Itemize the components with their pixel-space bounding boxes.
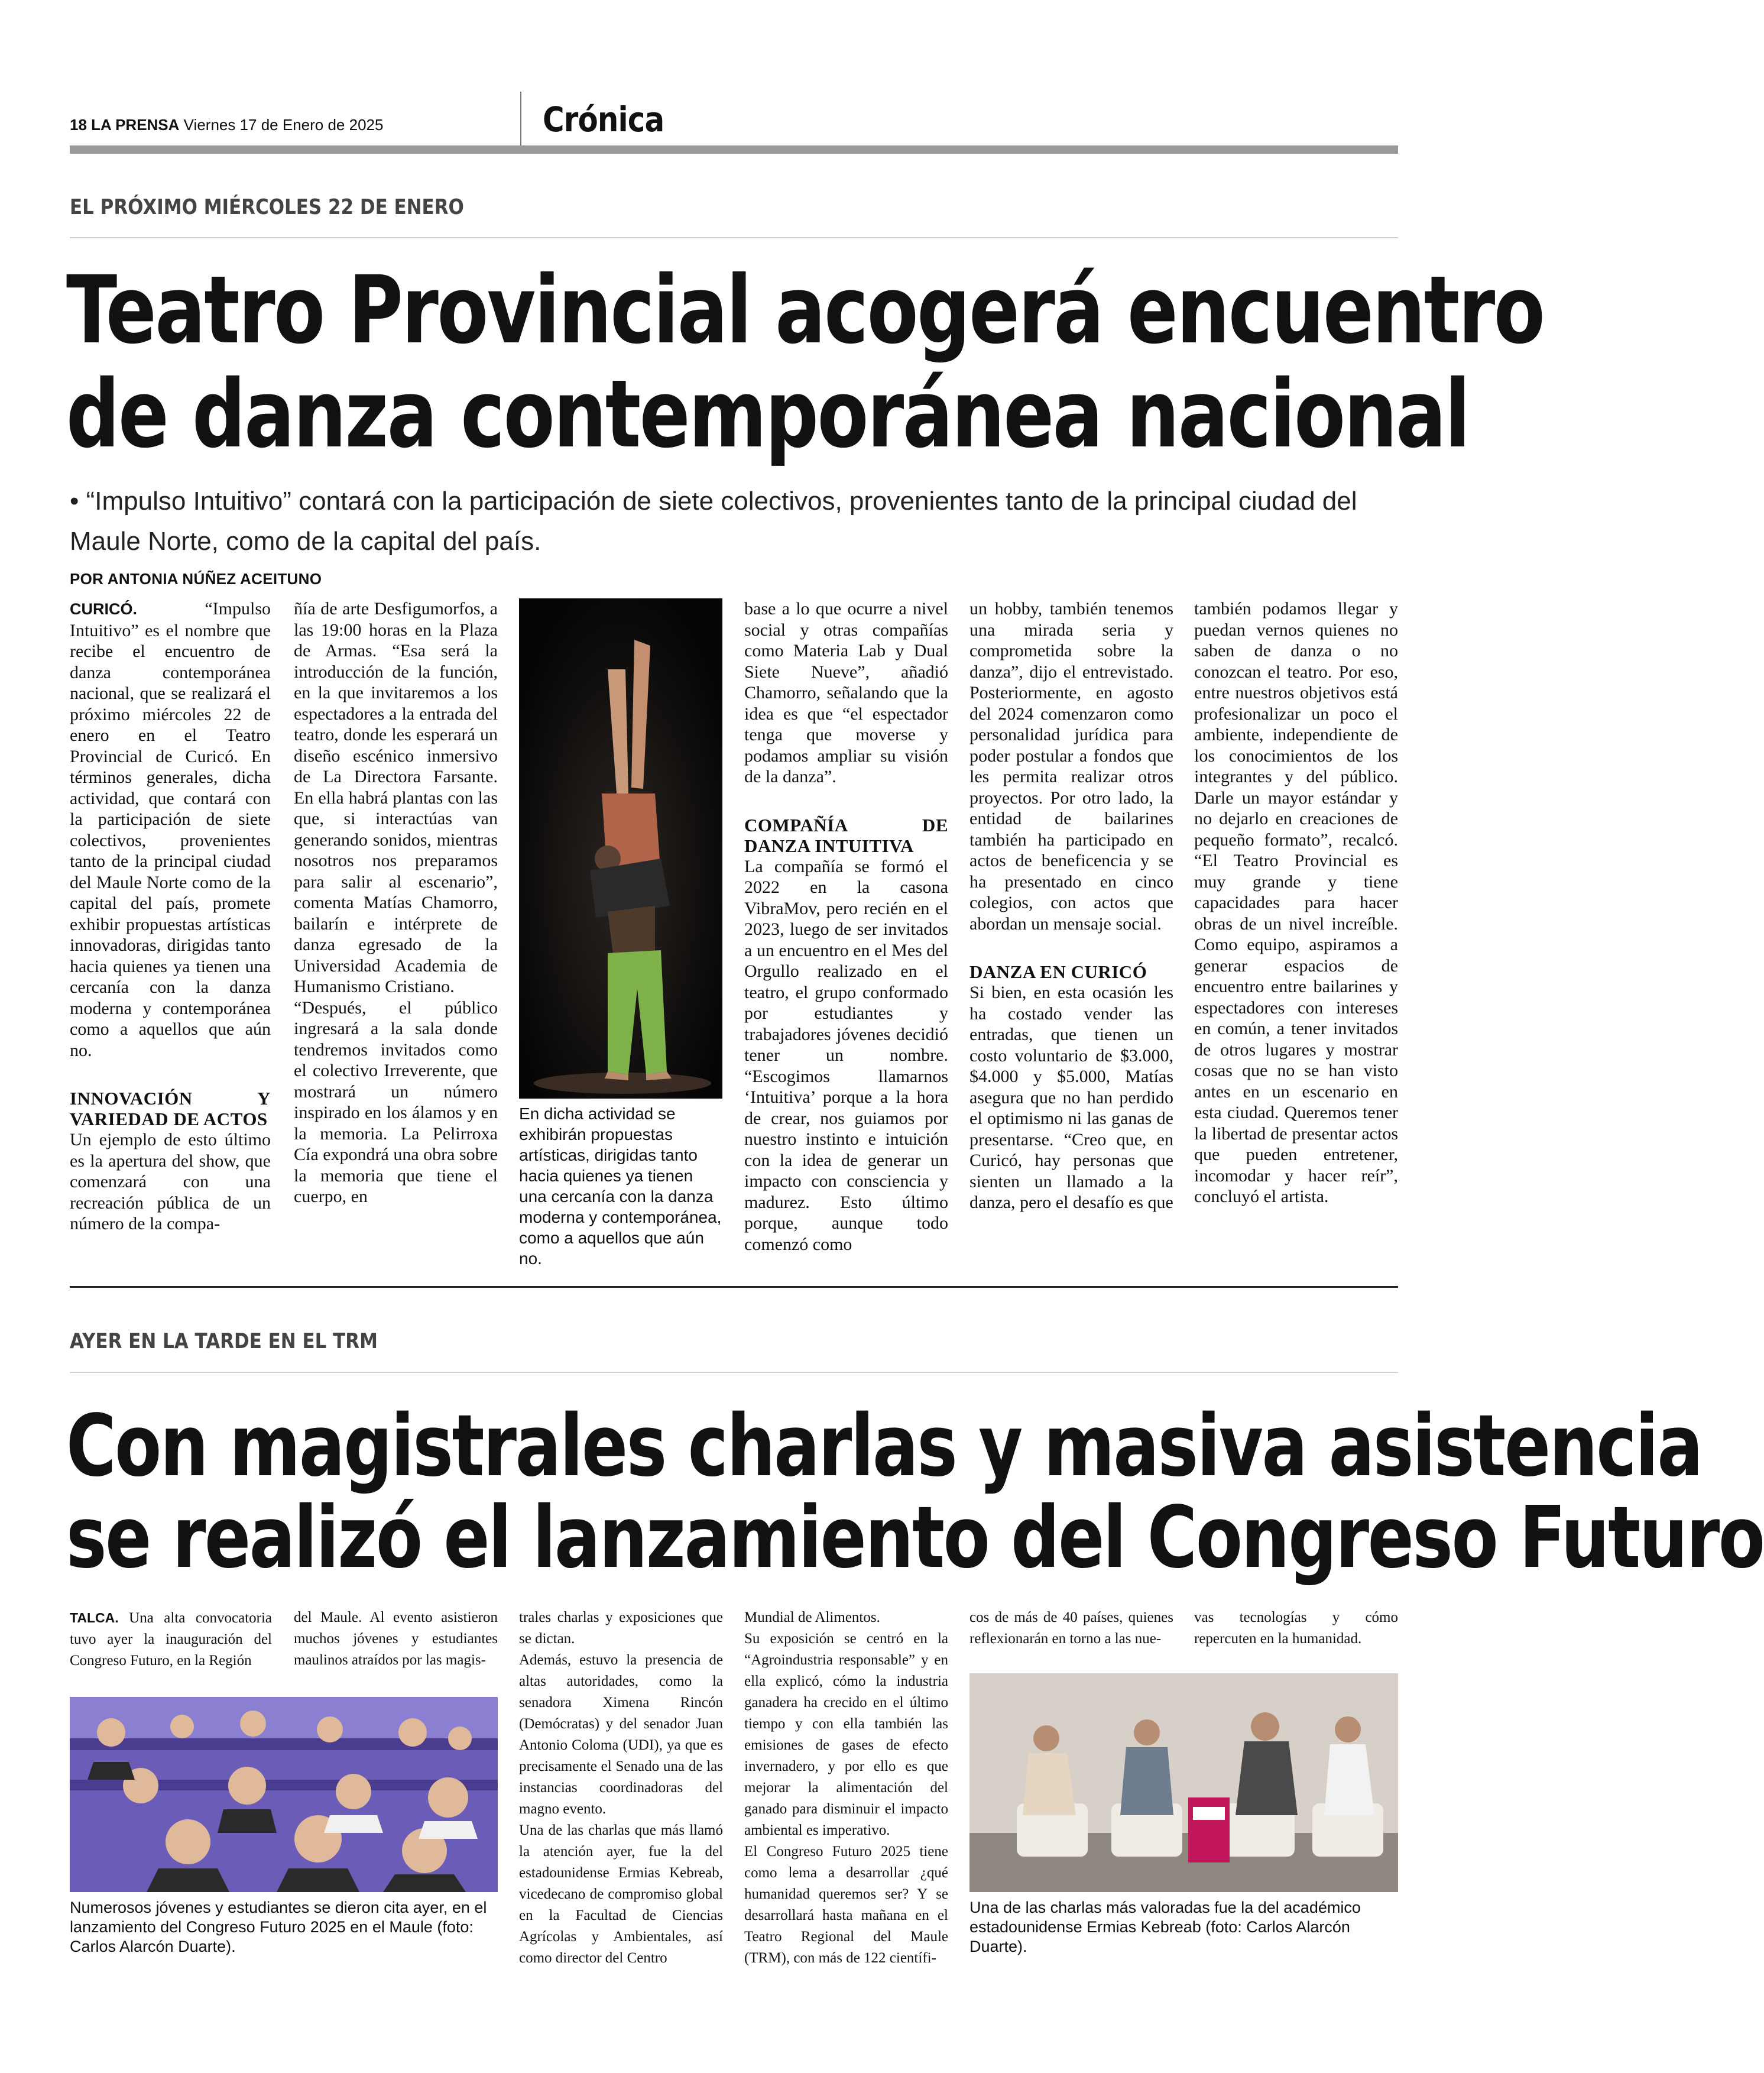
kicker2-rule: [70, 1372, 1398, 1373]
article2-col4-p3: El Congreso Futuro 2025 tiene como lema a desarrollar ¿qué humanidad queremos ser? Y se desarrollará hasta mañana en el Teatro Regional del Maule (TRM), con más de 122 científi-: [744, 1844, 948, 1966]
article1-column-1: [70, 598, 271, 1235]
audience-photo-illustration: [70, 1697, 498, 1892]
paper-name: LA PRENSA: [91, 116, 180, 134]
article2-col4-p2: Su exposición se centró en la “Agroindustria responsable” y en ella explicó, cómo la industria ganadera ha crecido en el último tiempo y con ella también las emisiones de gases de efecto invernadero, y por ello es que mejorar la alimentación del ganado para disminuir el impacto ambiental es imperativo.: [744, 1631, 948, 1838]
article2-column-5: [969, 1607, 1173, 1650]
article1-subhead-3: DANZA EN CURICÓ: [969, 961, 1147, 982]
panel-photo-illustration: [969, 1673, 1398, 1892]
article1-col4-p2: La compañía se formó el 2022 en la casona VibraMov, pero recién en el 2023, luego de ser invitados a un encuentro en el Mes del Orgullo realizado en el teatro, el grupo conformado por estudiantes y trabajadores jóvenes decidió tener un nombre. “Escogimos llamarnos ‘Intuitiva’ porque a la hora de crear, nos guiamos por nuestro instinto e intuición con la idea de generar un impacto con consciencia y madurez. Esto último porque, aunque todo comenzó como: [744, 856, 948, 1254]
article2-headline-line1: Con magistrales charlas y masiva asistencia: [66, 1396, 1702, 1495]
article1-col6-p1: también podamos llegar y puedan vernos quienes no saben de danza o no conozcan el teatro. Por eso, entre nuestros objetivos está profesionalizar un poco el ambiente, independiente de los conocimientos de los integrantes y del público. Darle un mayor estándar y no dejarlo en creaciones de pequeño formato”, recalcó. “El Teatro Provincial es muy grande y tiene capacidades para hacer obras de un nivel increíble. Como equipo, aspiramos a generar espacios de encuentro entre bailarines y espectadores con intereses en común, a tener invitados de otros lugares y mostrar cosas que no se han visto antes en un escenario en esta ciudad. Queremos tener la libertad de presentar actos que pueden entretener, incomodar y hacer reír”, concluyó el artista.: [1194, 599, 1398, 1206]
article1-col4-p1: base a lo que ocurre a nivel social y otras compañías como Materia Lab y Dual Siete Nueve”, añadió Chamorro, señalando que la idea es que “el espectador tenga que moverse y podamos ampliar su visión de la danza”.: [744, 599, 948, 786]
article1-column-2: [294, 598, 498, 1207]
page-header-info: [70, 116, 383, 134]
article2-headline-line2: se realizó el lanzamiento del Congreso Futuro: [66, 1488, 1764, 1587]
article2-column-3: [519, 1607, 723, 1969]
article1-kicker: EL PRÓXIMO MIÉRCOLES 22 DE ENERO: [70, 195, 464, 219]
header-bar: [70, 145, 1398, 154]
article1-column-6: [1194, 598, 1398, 1207]
article1-col1-p2: Un ejemplo de esto último es la apertura del show, que comenzará con una recreación pública de un número de la compa-: [70, 1130, 271, 1233]
article1-dateline: CURICÓ.: [70, 600, 137, 618]
article2-col5-p1: cos de más de 40 países, quienes reflexionarán en torno a las nue-: [969, 1609, 1173, 1647]
dance-photo: [519, 598, 722, 1099]
article2-col3-p2: Además, estuvo la presencia de altas autoridades, como la senadora Ximena Rincón (Demócratas) y del senador Juan Antonio Coloma (UDI), ya que es precisamente el Senado una de las instancias coordinadoras del magno evento.: [519, 1652, 723, 1817]
page-number: 18: [70, 116, 87, 134]
article1-subhead-2: COMPAÑÍA DE DANZA INTUITIVA: [744, 814, 948, 856]
article1-headline-line2: de danza contemporánea nacional: [66, 360, 1469, 469]
article-separator: [70, 1286, 1398, 1288]
article1-subhead-1: INNOVACIÓN Y VARIEDAD DE ACTOS: [70, 1088, 271, 1129]
article2-col6-p1: vas tecnologías y cómo repercuten en la humanidad.: [1194, 1609, 1398, 1647]
kicker-rule: [70, 237, 1398, 238]
article2-dateline: TALCA.: [70, 1610, 119, 1625]
article2-kicker: AYER EN LA TARDE EN EL TRM: [70, 1329, 378, 1353]
dance-photo-caption: En dicha actividad se exhibirán propuestas artísticas, dirigidas tanto hacia quienes ya tienen una cercanía con la danza moderna y contemporánea, como a aquellos que aún no.: [519, 1104, 722, 1268]
article1-headline-line1: Teatro Provincial acogerá encuentro: [66, 256, 1544, 365]
article2-column-6: [1194, 1607, 1398, 1650]
article2-col1-p1: Una alta convocatoria tuvo ayer la inauguración del Congreso Futuro, en la Región: [70, 1610, 272, 1669]
article1-col2-p1: ñía de arte Desfigumorfos, a las 19:00 horas en la Plaza de Armas. “Esa será la introducción de la función, en la que invitaremos a los espectadores a la entrada del teatro, donde les esperará un diseño escénico inmersivo de La Directora Farsante. En ella habrá plantas con las que, si interactúas van generando sonidos, mientras nosotros nos preparamos para salir al escenario”, comenta Matías Chamorro, bailarín e intérprete de danza egresado de la Universidad Academia de Humanismo Cristiano.: [294, 599, 498, 996]
section-title: Crónica: [543, 99, 664, 140]
panel-photo-caption: Una de las charlas más valoradas fue la del académico estadounidense Ermias Kebreab (foto: Carlos Alarcón Duarte).: [969, 1899, 1361, 1955]
issue-date: Viernes 17 de Enero de 2025: [183, 116, 384, 134]
article1-col1-p1: “Impulso Intuitivo” es el nombre que recibe el encuentro de danza contemporánea nacional, que se realizará el próximo miércoles 22 de enero en el Teatro Provincial de Curicó. En términos generales, dicha actividad, que contará con la participación de siete colectivos, provenientes tanto de la principal ciudad del Maule Norte como de la capital del país, promete exhibir propuestas artísticas innovadoras, dirigidas tanto hacia quienes ya tienen una cercanía con la danza moderna y contemporánea como a aquellos que aún no.: [70, 599, 271, 1060]
article1-col5-p1: un hobby, también tenemos una mirada seria y comprometida sobre la danza”, dijo el entrevistado. Posteriormente, en agosto del 2024 comenzaron como personalidad jurídica para poder postular a fondos que les permita realizar otros proyectos. Por otro lado, la entidad de bailarines también ha participado en actos de beneficencia y se ha presentado en cinco colegios, con actos que abordan un mensaje social.: [969, 599, 1173, 934]
article2-col4-p1: Mundial de Alimentos.: [744, 1609, 880, 1625]
audience-photo: [70, 1697, 498, 1892]
dance-photo-illustration: [519, 598, 722, 1099]
article1-byline: POR ANTONIA NÚÑEZ ACEITUNO: [70, 570, 322, 588]
article1-deck-line1: • “Impulso Intuitivo” contará con la participación de siete colectivos, provenientes tanto de la principal ciudad del: [70, 487, 1357, 516]
article1-col2-p2: “Después, el público ingresará a la sala donde tendremos invitados como el colectivo Irreverente, que mostrará un número inspirado en los álamos y en la memoria. La Pelirroxa Cía expondrá una obra sobre la memoria que tiene el cuerpo, en: [294, 997, 498, 1206]
article2-column-4: [744, 1607, 948, 1969]
article1-column-5: [969, 598, 1173, 1213]
article1-column-4: [744, 598, 948, 1255]
panel-photo: [969, 1673, 1398, 1892]
article2-col3-p1: trales charlas y exposiciones que se dictan.: [519, 1609, 723, 1647]
article2-col2-p1: del Maule. Al evento asistieron muchos jóvenes y estudiantes maulinos atraídos por las magis-: [294, 1609, 498, 1668]
header-divider: [520, 92, 521, 146]
article2-column-1: [70, 1607, 272, 1672]
article1-col5-p2: Si bien, en esta ocasión les ha costado vender las entradas, que tienen un costo voluntario de $3.000, $4.000 y $5.000, Matías asegura que no han perdido el optimismo ni las ganas de presentarse. “Creo que, en Curicó, hay personas que sienten un llamado a la danza, pero el desafío es que: [969, 983, 1173, 1212]
article1-deck-line2: Maule Norte, como de la capital del país.: [70, 527, 541, 556]
article2-column-2: [294, 1607, 498, 1671]
article2-col3-p3: Una de las charlas que más llamó la atención ayer, fue la del estadounidense Ermias Kebreab, vicedecano de compromiso global en la Facultad de Ciencias Agrícolas y Ambientales, así como director del Centro: [519, 1822, 723, 1966]
audience-photo-caption: Numerosos jóvenes y estudiantes se dieron cita ayer, en el lanzamiento del Congreso Futuro 2025 en el Maule (foto: Carlos Alarcón Duarte).: [70, 1899, 487, 1955]
